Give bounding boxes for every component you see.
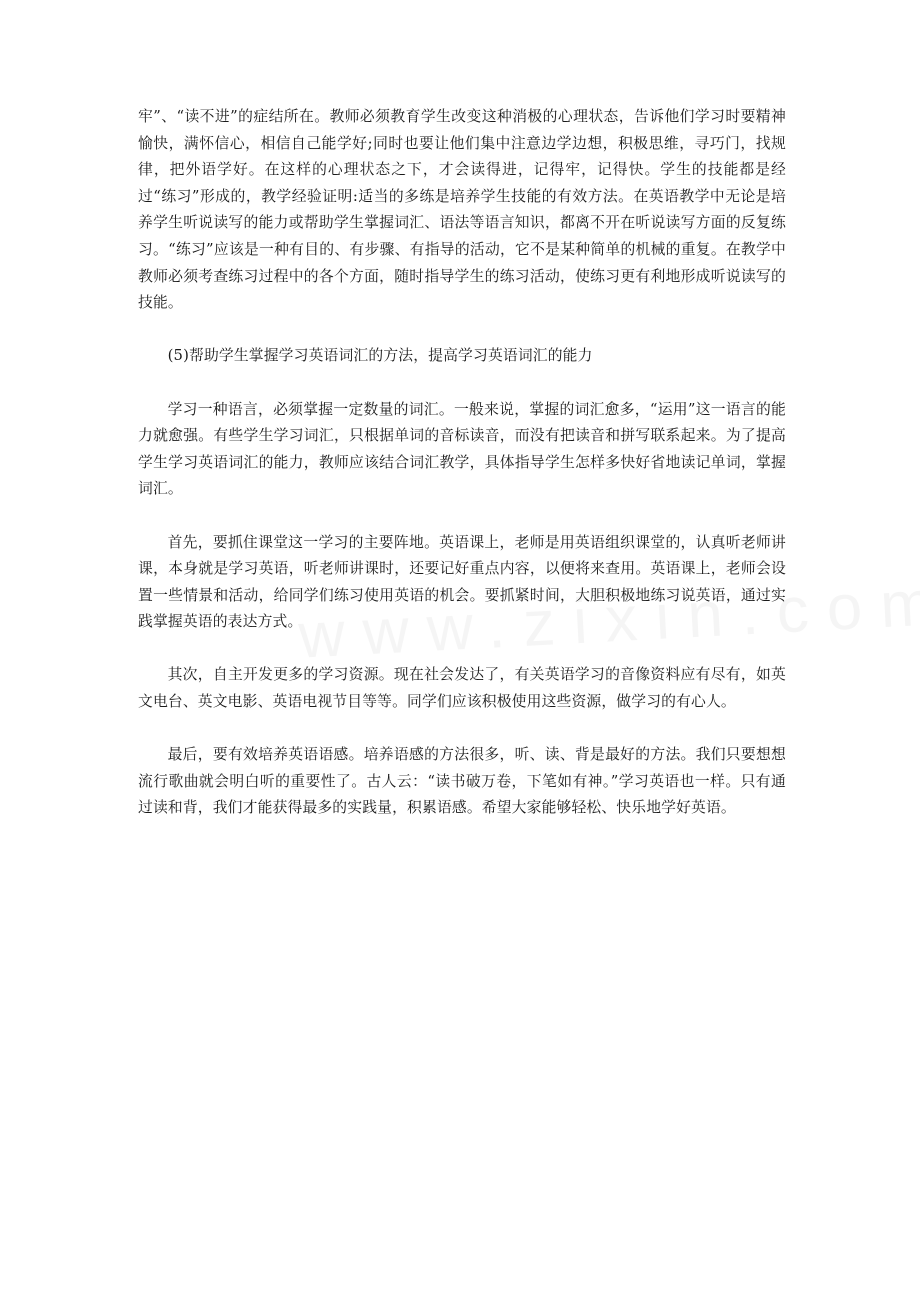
paragraph-classroom: 首先，要抓住课堂这一学习的主要阵地。英语课上，老师是用英语组织课堂的，认真听老师讲课，本身就是学习英语，听老师讲课时，还要记好重点内容，以便将来查用。英语课上，老师会设置一些情景和活动，给同学们练习使用英语的机会。要抓紧时间，大胆积极地练习说英语，通过实践掌握英语的表达方式。 (138, 533, 786, 631)
paragraph-resources: 其次，自主开发更多的学习资源。现在社会发达了，有关英语学习的音像资料应有尽有，如英文电台、英文电影、英语电视节目等等。同学们应该积极使用这些资源，做学习的有心人。 (138, 666, 786, 711)
paragraph-language-sense: 最后，要有效培养英语语感。培养语感的方法很多，听、读、背是最好的方法。我们只要想想流行歌曲就会明白听的重要性了。古人云：“读书破万卷，下笔如有神。”学习英语也一样。只有通过读和背，我们才能获得最多的实践量，积累语感。希望大家能够轻松、快乐地学好英语。 (138, 746, 786, 817)
paragraph-vocabulary: 学习一种语言，必须掌握一定数量的词汇。一般来说，掌握的词汇愈多，“运用”这一语言的能力就愈强。有些学生学习词汇，只根据单词的音标读音，而没有把读音和拼写联系起来。为了提高学生学习英语词汇的能力，教师应该结合词汇教学，具体指导学生怎样多快好省地读记单词，掌握词汇。 (138, 400, 786, 498)
document-body (138, 104, 786, 849)
section-heading-vocabulary: (5)帮助学生掌握学习英语词汇的方法，提高学习英语词汇的能力 (167, 347, 593, 365)
paragraph-practice: 牢”、“读不进”的症结所在。教师必须教育学生改变这种消极的心理状态，告诉他们学习时要精神愉快，满怀信心，相信自己能学好;同时也要让他们集中注意边学边想，积极思维，寻巧门，找规律，把外语学好。在这样的心理状态之下，才会读得进，记得牢，记得快。学生的技能都是经过“练习”形成的，教学经验证明:适当的多练是培养学生技能的有效方法。在英语教学中无论是培养学生听说读写的能力或帮助学生掌握词汇、语法等语言知识，都离不开在听说读写方面的反复练习。“练习”应该是一种有目的、有步骤、有指导的活动，它不是某种简单的机械的重复。在教学中教师必须考查练习过程中的各个方面，随时指导学生的练习活动，使练习更有利地形成听说读写的技能。 (138, 108, 786, 312)
